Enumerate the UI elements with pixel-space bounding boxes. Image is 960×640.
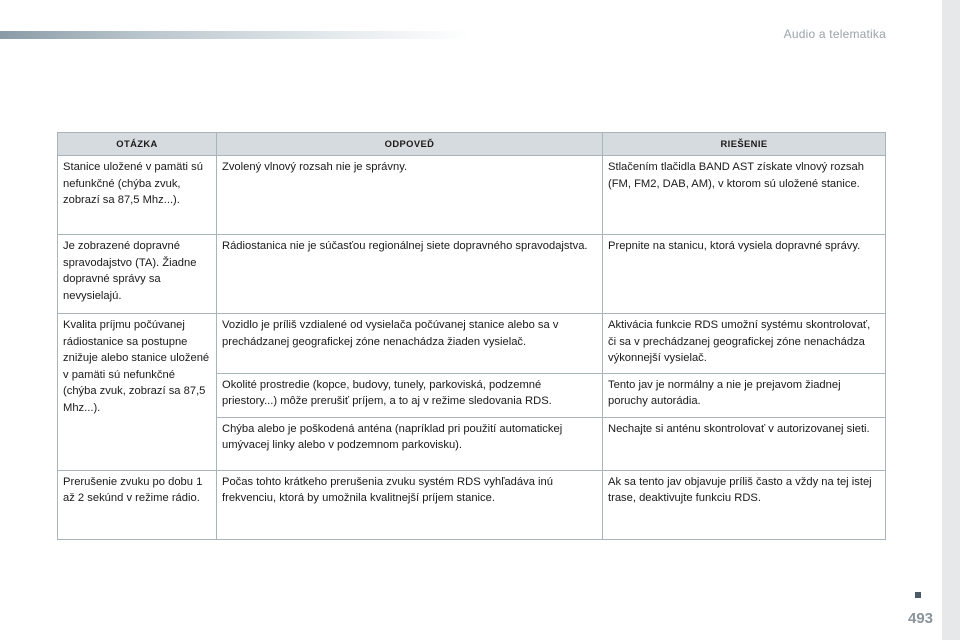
answer-cell: Vozidlo je príliš vzdialené od vysielača počúvanej stanice alebo sa v prechádzanej geografickej zóne nenachádza žiaden vysielač. (217, 314, 603, 374)
question-cell: Kvalita príjmu počúvanej rádiostanice sa postupne znižuje alebo stanice uložené v pamäti sú nefunkčné (chýba zvuk, zobrazí sa 87,5 Mhz...). (58, 314, 217, 471)
answer-cell: Chýba alebo je poškodená anténa (napríklad pri použití automatickej umývacej linky alebo v podzemnom parkovisku). (217, 417, 603, 470)
header-question: OTÁZKA (58, 133, 217, 156)
header-accent-bar (0, 31, 470, 39)
table-row (58, 470, 886, 539)
header-answer: ODPOVEĎ (217, 133, 603, 156)
question-cell: Prerušenie zvuku po dobu 1 až 2 sekúnd v režime rádio. (58, 470, 217, 539)
solution-cell: Ak sa tento jav objavuje príliš často a vždy na tej istej trase, deaktivujte funkciu RDS. (603, 470, 886, 539)
question-cell: Stanice uložené v pamäti sú nefunkčné (chýba zvuk, zobrazí sa 87,5 Mhz...). (58, 156, 217, 235)
question-cell: Je zobrazené dopravné spravodajstvo (TA). Žiadne dopravné správy sa nevysielajú. (58, 235, 217, 314)
solution-cell: Aktivácia funkcie RDS umožní systému skontrolovať, či sa v prechádzanej geografickej zóne nenachádza výkonnejší vysielač. (603, 314, 886, 374)
solution-cell: Prepnite na stanicu, ktorá vysiela dopravné správy. (603, 235, 886, 314)
answer-cell: Rádiostanica nie je súčasťou regionálnej siete dopravného spravodajstva. (217, 235, 603, 314)
solution-cell: Tento jav je normálny a nie je prejavom žiadnej poruchy autorádia. (603, 373, 886, 417)
troubleshooting-table (57, 132, 886, 540)
table-row (58, 235, 886, 314)
page-number: 493 (908, 610, 934, 627)
page-marker-dot (915, 592, 921, 598)
solution-cell: Nechajte si anténu skontrolovať v autorizovanej sieti. (603, 417, 886, 470)
table-row (58, 156, 886, 235)
solution-cell: Stlačením tlačidla BAND AST získate vlnový rozsah (FM, FM2, DAB, AM), v ktorom sú uložené stanice. (603, 156, 886, 235)
header-solution: RIEŠENIE (603, 133, 886, 156)
answer-cell: Počas tohto krátkeho prerušenia zvuku systém RDS vyhľadáva inú frekvenciu, ktorá by umožnila kvalitnejší príjem stanice. (217, 470, 603, 539)
answer-cell: Okolité prostredie (kopce, budovy, tunely, parkoviská, podzemné priestory...) môže prerušiť príjem, a to aj v režime sledovania RDS. (217, 373, 603, 417)
answer-cell: Zvolený vlnový rozsah nie je správny. (217, 156, 603, 235)
table-header-row (58, 133, 886, 156)
section-title: Audio a telematika (783, 27, 886, 41)
page-edge-strip (942, 0, 960, 640)
table-row (58, 314, 886, 374)
